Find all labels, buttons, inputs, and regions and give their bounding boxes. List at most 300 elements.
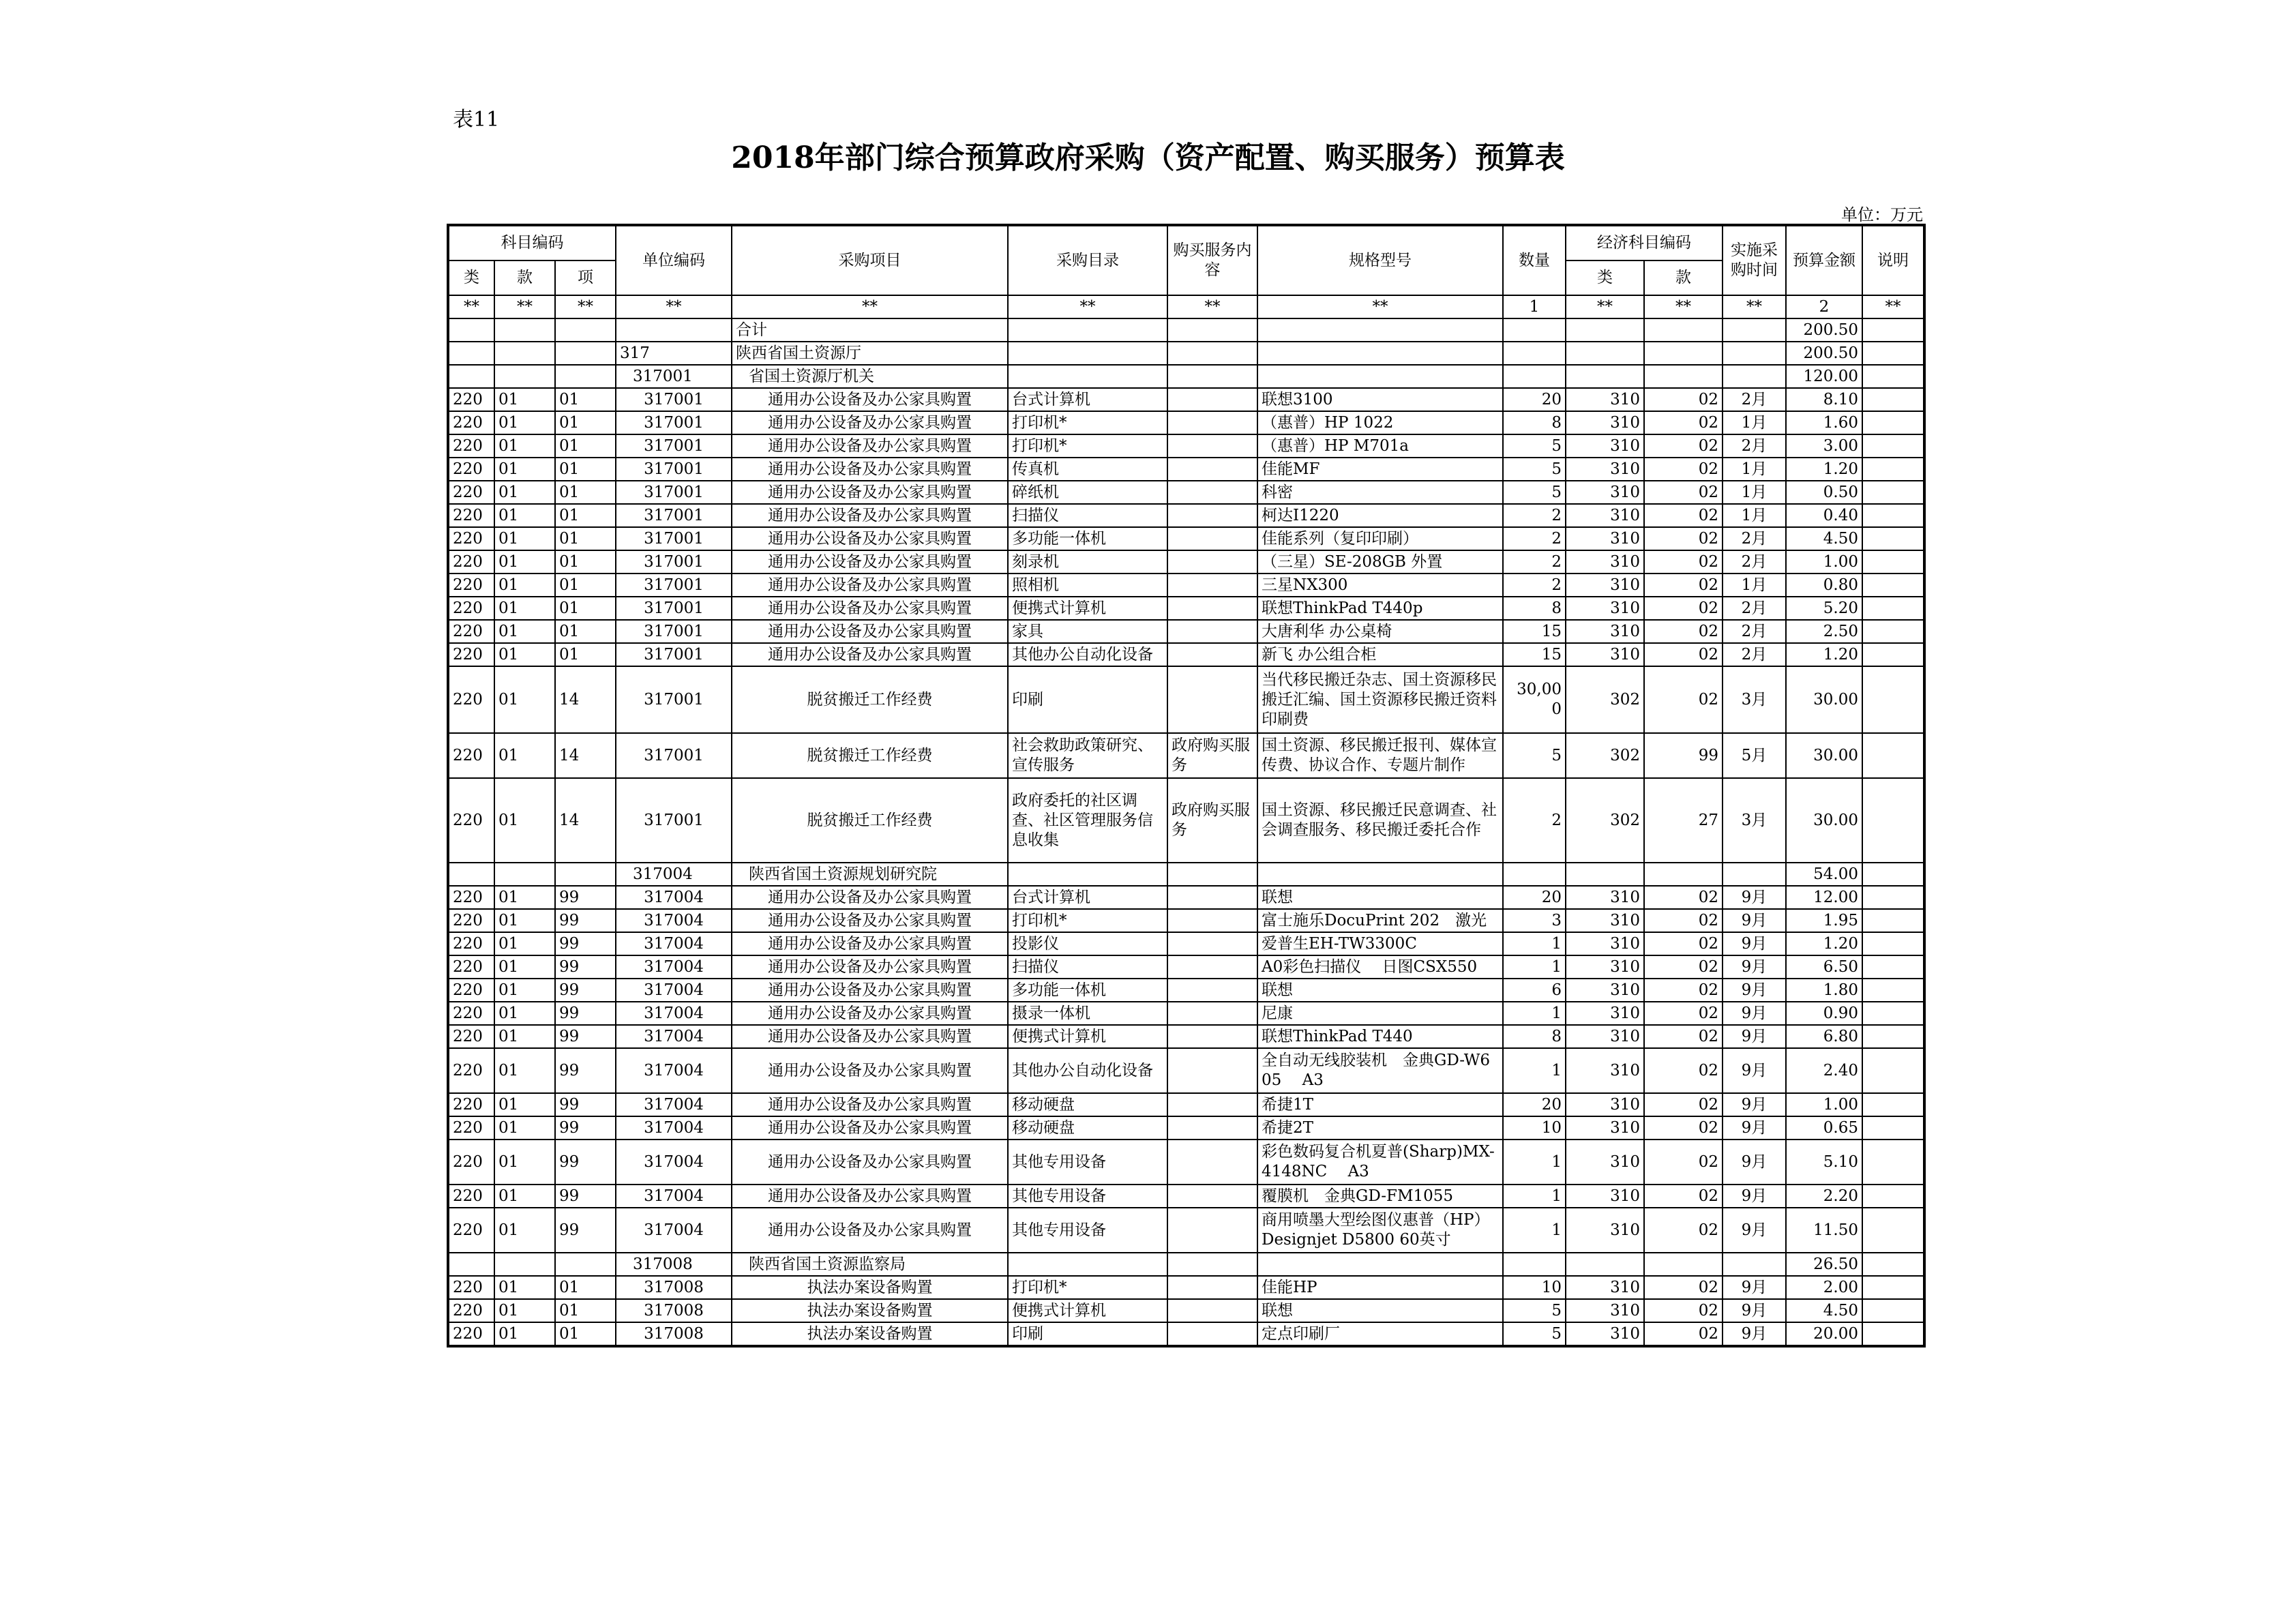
cell-el: 310 xyxy=(1566,1322,1644,1346)
cell-project: 通用办公设备及办公家具购置 xyxy=(732,527,1008,550)
cell-note xyxy=(1862,411,1924,434)
cell-catalog: 社会救助政策研究、宣传服务 xyxy=(1008,733,1167,778)
cell-project: 通用办公设备及办公家具购置 xyxy=(732,979,1008,1002)
cell-xiang: 14 xyxy=(555,778,616,863)
cell-el: 310 xyxy=(1566,1208,1644,1253)
cell-amount: 12.00 xyxy=(1786,886,1862,909)
cell-service xyxy=(1167,318,1257,342)
table-row xyxy=(448,1048,1924,1093)
cell-ek: 02 xyxy=(1644,1025,1723,1048)
cell-service xyxy=(1167,342,1257,365)
cell-lei: 220 xyxy=(448,550,494,574)
cell-xiang: 01 xyxy=(555,458,616,481)
cell-time: 9月 xyxy=(1723,1140,1786,1185)
cell-el xyxy=(1566,342,1644,365)
cell-amount: 0.90 xyxy=(1786,1002,1862,1025)
cell-el: 310 xyxy=(1566,620,1644,643)
cell-ucode: 317008 xyxy=(616,1299,732,1322)
cell-amount: 30.00 xyxy=(1786,666,1862,733)
cell-catalog xyxy=(1008,342,1167,365)
cell-spec: 当代移民搬迁杂志、国土资源移民搬迁汇编、国土资源移民搬迁资料印刷费 xyxy=(1257,666,1503,733)
cell-ucode: 317004 xyxy=(616,1048,732,1093)
cell-catalog: 印刷 xyxy=(1008,1322,1167,1346)
cell-time: 9月 xyxy=(1723,1208,1786,1253)
cell-ucode: 317001 xyxy=(616,597,732,620)
cell-note xyxy=(1862,550,1924,574)
cell-project: 通用办公设备及办公家具购置 xyxy=(732,411,1008,434)
marker-cell: ** xyxy=(1566,295,1644,318)
cell-project: 省国土资源厅机关 xyxy=(732,365,1008,388)
cell-catalog: 扫描仪 xyxy=(1008,955,1167,979)
cell-amount: 1.60 xyxy=(1786,411,1862,434)
cell-amount: 5.10 xyxy=(1786,1140,1862,1185)
cell-xiang: 14 xyxy=(555,733,616,778)
cell-el: 302 xyxy=(1566,733,1644,778)
cell-amount: 1.20 xyxy=(1786,458,1862,481)
cell-ek: 27 xyxy=(1644,778,1723,863)
table-row xyxy=(448,1322,1924,1346)
cell-amount: 1.20 xyxy=(1786,932,1862,955)
header-time: 实施采购时间 xyxy=(1723,225,1786,295)
header-subject-code: 科目编码 xyxy=(448,225,616,260)
cell-ucode: 317001 xyxy=(616,527,732,550)
cell-lei: 220 xyxy=(448,1299,494,1322)
cell-time: 1月 xyxy=(1723,411,1786,434)
cell-amount: 6.50 xyxy=(1786,955,1862,979)
cell-project: 脱贫搬迁工作经费 xyxy=(732,666,1008,733)
cell-amount: 0.65 xyxy=(1786,1116,1862,1140)
cell-amount: 0.80 xyxy=(1786,574,1862,597)
cell-amount: 0.40 xyxy=(1786,504,1862,527)
cell-spec: 联想 xyxy=(1257,1299,1503,1322)
cell-project: 通用办公设备及办公家具购置 xyxy=(732,550,1008,574)
cell-amount: 120.00 xyxy=(1786,365,1862,388)
total-row xyxy=(448,318,1924,342)
cell-kuan: 01 xyxy=(494,955,555,979)
cell-lei: 220 xyxy=(448,504,494,527)
cell-ek: 02 xyxy=(1644,434,1723,458)
cell-xiang: 99 xyxy=(555,979,616,1002)
cell-spec: 联想 xyxy=(1257,979,1503,1002)
cell-el: 310 xyxy=(1566,1276,1644,1299)
cell-spec: 富士施乐DocuPrint 202 激光 xyxy=(1257,909,1503,932)
cell-qty: 5 xyxy=(1503,458,1566,481)
cell-note xyxy=(1862,458,1924,481)
header-catalog: 采购目录 xyxy=(1008,225,1167,295)
cell-kuan: 01 xyxy=(494,1093,555,1116)
cell-service xyxy=(1167,527,1257,550)
cell-time xyxy=(1723,365,1786,388)
header-amount: 预算金额 xyxy=(1786,225,1862,295)
cell-ucode: 317004 xyxy=(616,1025,732,1048)
page-title: 2018年部门综合预算政府采购（资产配置、购买服务）预算表 xyxy=(731,140,1565,175)
cell-amount: 5.20 xyxy=(1786,597,1862,620)
cell-service xyxy=(1167,909,1257,932)
cell-xiang xyxy=(555,342,616,365)
cell-note xyxy=(1862,909,1924,932)
marker-cell: ** xyxy=(1723,295,1786,318)
cell-spec xyxy=(1257,342,1503,365)
cell-catalog: 多功能一体机 xyxy=(1008,979,1167,1002)
cell-catalog: 台式计算机 xyxy=(1008,388,1167,411)
cell-ucode: 317001 xyxy=(616,550,732,574)
cell-catalog: 便携式计算机 xyxy=(1008,1025,1167,1048)
cell-spec: 三星NX300 xyxy=(1257,574,1503,597)
cell-time xyxy=(1723,863,1786,886)
cell-lei: 220 xyxy=(448,932,494,955)
header-lei: 类 xyxy=(448,260,494,295)
cell-spec: 联想3100 xyxy=(1257,388,1503,411)
cell-spec: 爱普生EH-TW3300C xyxy=(1257,932,1503,955)
header-unit-code: 单位编码 xyxy=(616,225,732,295)
marker-cell: ** xyxy=(1862,295,1924,318)
cell-project: 通用办公设备及办公家具购置 xyxy=(732,1002,1008,1025)
cell-ek: 02 xyxy=(1644,620,1723,643)
cell-ek: 99 xyxy=(1644,733,1723,778)
cell-spec: 大唐利华 办公桌椅 xyxy=(1257,620,1503,643)
cell-amount: 1.95 xyxy=(1786,909,1862,932)
cell-project: 通用办公设备及办公家具购置 xyxy=(732,1185,1008,1208)
cell-lei: 220 xyxy=(448,434,494,458)
table-row xyxy=(448,979,1924,1002)
cell-qty: 15 xyxy=(1503,620,1566,643)
cell-amount: 3.00 xyxy=(1786,434,1862,458)
cell-time: 9月 xyxy=(1723,1025,1786,1048)
cell-catalog: 印刷 xyxy=(1008,666,1167,733)
cell-xiang: 99 xyxy=(555,909,616,932)
cell-el: 310 xyxy=(1566,1185,1644,1208)
cell-kuan: 01 xyxy=(494,1116,555,1140)
cell-ucode: 317001 xyxy=(616,365,732,388)
cell-ek: 02 xyxy=(1644,1276,1723,1299)
cell-time: 9月 xyxy=(1723,1002,1786,1025)
table-row xyxy=(448,1299,1924,1322)
cell-note xyxy=(1862,643,1924,666)
cell-project: 通用办公设备及办公家具购置 xyxy=(732,955,1008,979)
cell-service xyxy=(1167,1185,1257,1208)
table-row xyxy=(448,1140,1924,1185)
cell-qty: 8 xyxy=(1503,1025,1566,1048)
cell-note xyxy=(1862,1048,1924,1093)
cell-note xyxy=(1862,1208,1924,1253)
cell-note xyxy=(1862,1185,1924,1208)
cell-spec: 联想ThinkPad T440p xyxy=(1257,597,1503,620)
unit-subtotal-row xyxy=(448,863,1924,886)
cell-time: 1月 xyxy=(1723,458,1786,481)
cell-ek: 02 xyxy=(1644,1002,1723,1025)
cell-xiang: 99 xyxy=(555,1002,616,1025)
header-service: 购买服务内容 xyxy=(1167,225,1257,295)
cell-service xyxy=(1167,1048,1257,1093)
cell-el: 310 xyxy=(1566,643,1644,666)
cell-service xyxy=(1167,365,1257,388)
cell-qty: 10 xyxy=(1503,1116,1566,1140)
cell-xiang: 01 xyxy=(555,504,616,527)
cell-project: 陕西省国土资源监察局 xyxy=(732,1253,1008,1276)
cell-lei: 220 xyxy=(448,886,494,909)
cell-lei: 220 xyxy=(448,1208,494,1253)
cell-amount: 1.80 xyxy=(1786,979,1862,1002)
cell-catalog: 便携式计算机 xyxy=(1008,1299,1167,1322)
cell-qty xyxy=(1503,1253,1566,1276)
cell-kuan: 01 xyxy=(494,504,555,527)
cell-el: 310 xyxy=(1566,527,1644,550)
cell-time: 3月 xyxy=(1723,666,1786,733)
cell-ek: 02 xyxy=(1644,666,1723,733)
cell-time: 9月 xyxy=(1723,1116,1786,1140)
cell-xiang: 99 xyxy=(555,1140,616,1185)
cell-amount: 8.10 xyxy=(1786,388,1862,411)
cell-time: 9月 xyxy=(1723,1048,1786,1093)
cell-note xyxy=(1862,620,1924,643)
cell-catalog: 其他办公自动化设备 xyxy=(1008,643,1167,666)
cell-qty: 8 xyxy=(1503,411,1566,434)
cell-catalog: 移动硬盘 xyxy=(1008,1116,1167,1140)
cell-kuan: 01 xyxy=(494,1185,555,1208)
cell-ucode: 317004 xyxy=(616,955,732,979)
cell-service xyxy=(1167,1025,1257,1048)
cell-qty: 2 xyxy=(1503,550,1566,574)
cell-spec: 联想 xyxy=(1257,886,1503,909)
table-row xyxy=(448,434,1924,458)
cell-ucode: 317004 xyxy=(616,886,732,909)
cell-ek: 02 xyxy=(1644,1116,1723,1140)
cell-time: 1月 xyxy=(1723,481,1786,504)
cell-kuan: 01 xyxy=(494,886,555,909)
cell-xiang: 01 xyxy=(555,574,616,597)
table-row xyxy=(448,1208,1924,1253)
cell-lei: 220 xyxy=(448,909,494,932)
cell-qty: 2 xyxy=(1503,574,1566,597)
cell-qty: 5 xyxy=(1503,481,1566,504)
cell-kuan xyxy=(494,342,555,365)
cell-qty: 5 xyxy=(1503,434,1566,458)
cell-xiang: 14 xyxy=(555,666,616,733)
cell-kuan: 01 xyxy=(494,388,555,411)
cell-ek: 02 xyxy=(1644,527,1723,550)
cell-kuan: 01 xyxy=(494,411,555,434)
cell-ek: 02 xyxy=(1644,1048,1723,1093)
cell-lei: 220 xyxy=(448,620,494,643)
cell-lei: 220 xyxy=(448,1093,494,1116)
cell-kuan: 01 xyxy=(494,643,555,666)
table-row xyxy=(448,909,1924,932)
cell-xiang: 01 xyxy=(555,1322,616,1346)
cell-note xyxy=(1862,597,1924,620)
cell-project: 通用办公设备及办公家具购置 xyxy=(732,1208,1008,1253)
cell-spec: 希捷1T xyxy=(1257,1093,1503,1116)
cell-lei: 220 xyxy=(448,1276,494,1299)
cell-catalog: 多功能一体机 xyxy=(1008,527,1167,550)
marker-cell: ** xyxy=(1257,295,1503,318)
unit-subtotal-row xyxy=(448,365,1924,388)
cell-kuan: 01 xyxy=(494,733,555,778)
cell-ek xyxy=(1644,1253,1723,1276)
table-row xyxy=(448,1185,1924,1208)
table-row xyxy=(448,1116,1924,1140)
cell-note xyxy=(1862,504,1924,527)
header-econ-lei: 类 xyxy=(1566,260,1644,295)
cell-ucode: 317004 xyxy=(616,1093,732,1116)
cell-ucode: 317004 xyxy=(616,1185,732,1208)
cell-ucode xyxy=(616,318,732,342)
cell-spec: 国土资源、移民搬迁民意调查、社会调查服务、移民搬迁委托合作 xyxy=(1257,778,1503,863)
cell-xiang: 99 xyxy=(555,1116,616,1140)
cell-xiang: 99 xyxy=(555,1093,616,1116)
cell-amount: 200.50 xyxy=(1786,342,1862,365)
cell-el: 310 xyxy=(1566,411,1644,434)
cell-xiang: 99 xyxy=(555,886,616,909)
marker-cell: ** xyxy=(1008,295,1167,318)
cell-lei: 220 xyxy=(448,1048,494,1093)
cell-catalog xyxy=(1008,863,1167,886)
cell-amount: 0.50 xyxy=(1786,481,1862,504)
header-qty: 数量 xyxy=(1503,225,1566,295)
cell-time: 9月 xyxy=(1723,1322,1786,1346)
cell-el: 310 xyxy=(1566,504,1644,527)
cell-spec: 商用喷墨大型绘图仪惠普（HP）Designjet D5800 60英寸 xyxy=(1257,1208,1503,1253)
cell-spec: 彩色数码复合机夏普(Sharp)MX-4148NC A3 xyxy=(1257,1140,1503,1185)
cell-xiang: 01 xyxy=(555,411,616,434)
cell-spec: 希捷2T xyxy=(1257,1116,1503,1140)
cell-service xyxy=(1167,504,1257,527)
cell-catalog: 摄录一体机 xyxy=(1008,1002,1167,1025)
header-spec: 规格型号 xyxy=(1257,225,1503,295)
cell-xiang xyxy=(555,365,616,388)
cell-el: 302 xyxy=(1566,778,1644,863)
cell-service xyxy=(1167,1116,1257,1140)
cell-el: 310 xyxy=(1566,458,1644,481)
table-row xyxy=(448,550,1924,574)
cell-ucode: 317001 xyxy=(616,481,732,504)
cell-note xyxy=(1862,733,1924,778)
cell-ek: 02 xyxy=(1644,504,1723,527)
cell-spec xyxy=(1257,318,1503,342)
cell-lei: 220 xyxy=(448,411,494,434)
cell-service xyxy=(1167,597,1257,620)
cell-note xyxy=(1862,1299,1924,1322)
cell-ek: 02 xyxy=(1644,932,1723,955)
cell-time xyxy=(1723,318,1786,342)
cell-note xyxy=(1862,1025,1924,1048)
cell-ek: 02 xyxy=(1644,481,1723,504)
cell-catalog: 其他专用设备 xyxy=(1008,1140,1167,1185)
cell-xiang: 01 xyxy=(555,481,616,504)
cell-catalog: 便携式计算机 xyxy=(1008,597,1167,620)
table-label: 表11 xyxy=(453,108,500,132)
cell-amount: 2.40 xyxy=(1786,1048,1862,1093)
cell-amount: 2.00 xyxy=(1786,1276,1862,1299)
cell-ucode: 317004 xyxy=(616,1208,732,1253)
cell-kuan: 01 xyxy=(494,666,555,733)
table-row xyxy=(448,643,1924,666)
cell-qty: 20 xyxy=(1503,1093,1566,1116)
cell-lei: 220 xyxy=(448,1002,494,1025)
cell-time: 2月 xyxy=(1723,434,1786,458)
cell-note xyxy=(1862,527,1924,550)
cell-amount: 1.00 xyxy=(1786,1093,1862,1116)
cell-time: 2月 xyxy=(1723,388,1786,411)
cell-time: 5月 xyxy=(1723,733,1786,778)
cell-project: 合计 xyxy=(732,318,1008,342)
cell-service xyxy=(1167,574,1257,597)
cell-kuan xyxy=(494,365,555,388)
cell-lei: 220 xyxy=(448,574,494,597)
cell-amount: 1.00 xyxy=(1786,550,1862,574)
cell-el: 310 xyxy=(1566,955,1644,979)
header-econ-kuan: 款 xyxy=(1644,260,1723,295)
cell-note xyxy=(1862,666,1924,733)
cell-qty: 5 xyxy=(1503,1322,1566,1346)
cell-time: 9月 xyxy=(1723,955,1786,979)
cell-ucode: 317004 xyxy=(616,1140,732,1185)
cell-el: 310 xyxy=(1566,550,1644,574)
cell-el: 310 xyxy=(1566,1002,1644,1025)
cell-qty: 5 xyxy=(1503,1299,1566,1322)
cell-el: 302 xyxy=(1566,666,1644,733)
cell-xiang: 99 xyxy=(555,1185,616,1208)
cell-service xyxy=(1167,1276,1257,1299)
cell-ucode: 317001 xyxy=(616,411,732,434)
cell-catalog xyxy=(1008,365,1167,388)
cell-project: 通用办公设备及办公家具购置 xyxy=(732,481,1008,504)
header-note: 说明 xyxy=(1862,225,1924,295)
cell-kuan: 01 xyxy=(494,1208,555,1253)
table-row xyxy=(448,504,1924,527)
cell-qty: 1 xyxy=(1503,1048,1566,1093)
cell-lei: 220 xyxy=(448,481,494,504)
budget-table xyxy=(447,224,1926,1347)
cell-ucode: 317001 xyxy=(616,458,732,481)
cell-el: 310 xyxy=(1566,1025,1644,1048)
cell-service xyxy=(1167,1093,1257,1116)
cell-project: 通用办公设备及办公家具购置 xyxy=(732,458,1008,481)
cell-project: 通用办公设备及办公家具购置 xyxy=(732,1093,1008,1116)
cell-el: 310 xyxy=(1566,979,1644,1002)
cell-lei: 220 xyxy=(448,733,494,778)
cell-catalog: 其他专用设备 xyxy=(1008,1208,1167,1253)
cell-xiang: 01 xyxy=(555,388,616,411)
cell-xiang: 99 xyxy=(555,1048,616,1093)
cell-amount: 20.00 xyxy=(1786,1322,1862,1346)
cell-project: 通用办公设备及办公家具购置 xyxy=(732,1025,1008,1048)
cell-time: 9月 xyxy=(1723,909,1786,932)
cell-qty xyxy=(1503,342,1566,365)
cell-catalog: 传真机 xyxy=(1008,458,1167,481)
cell-time: 9月 xyxy=(1723,979,1786,1002)
cell-catalog: 家具 xyxy=(1008,620,1167,643)
cell-ek: 02 xyxy=(1644,886,1723,909)
marker-cell: ** xyxy=(616,295,732,318)
cell-qty xyxy=(1503,863,1566,886)
cell-qty: 3 xyxy=(1503,909,1566,932)
cell-spec: 佳能MF xyxy=(1257,458,1503,481)
cell-note xyxy=(1862,778,1924,863)
cell-service xyxy=(1167,886,1257,909)
cell-spec: （惠普）HP M701a xyxy=(1257,434,1503,458)
cell-qty: 1 xyxy=(1503,1185,1566,1208)
cell-ek: 02 xyxy=(1644,1322,1723,1346)
cell-time: 1月 xyxy=(1723,504,1786,527)
cell-qty: 1 xyxy=(1503,1002,1566,1025)
cell-xiang: 01 xyxy=(555,597,616,620)
cell-catalog: 打印机* xyxy=(1008,909,1167,932)
cell-el: 310 xyxy=(1566,1140,1644,1185)
cell-el xyxy=(1566,863,1644,886)
cell-time: 2月 xyxy=(1723,643,1786,666)
cell-xiang: 01 xyxy=(555,550,616,574)
table-row xyxy=(448,1002,1924,1025)
